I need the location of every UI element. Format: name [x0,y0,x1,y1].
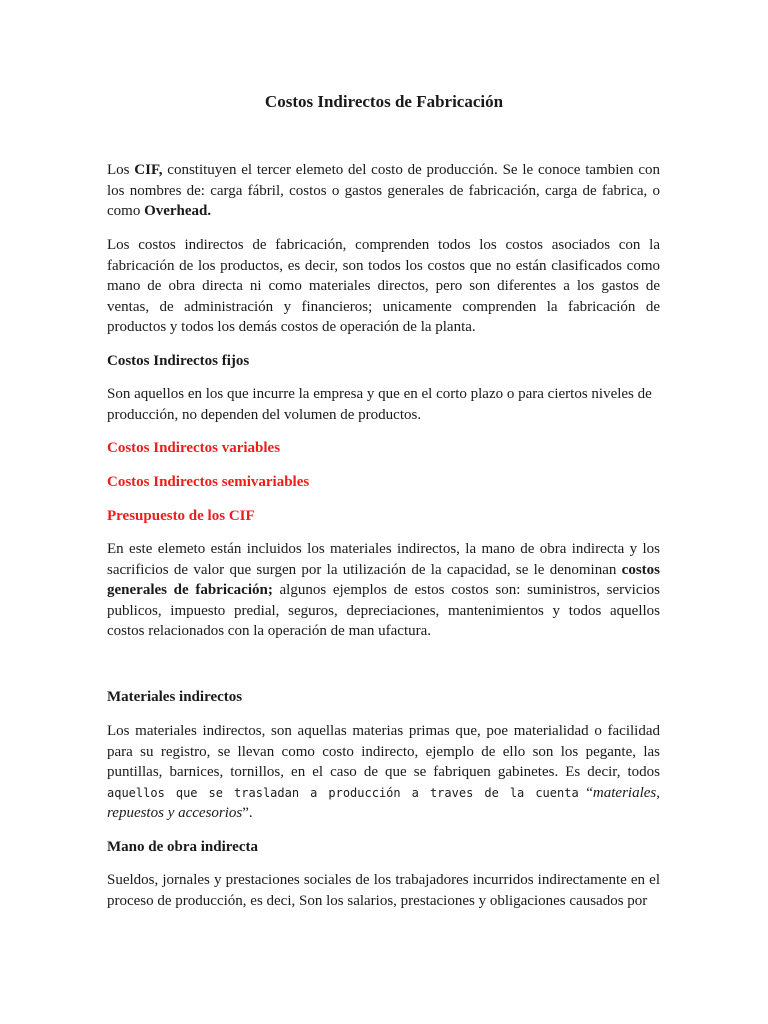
paragraph-presupuesto [107,539,660,642]
heading-presupuesto-cif: Presupuesto de los CIF [107,508,255,524]
bold-term-cif: CIF, [134,162,163,178]
text-run: algunos ejemplos de estos costos son: suministros, servicios publicos, impuesto predial, seguros, depreciaciones, mantenimientos y todos aquellos costos relacionados con la operación de man ufactura. [107,582,660,640]
heading-costos-semivariables: Costos Indirectos semivariables [107,474,310,490]
heading-costos-fijos: Costos Indirectos fijos [107,353,250,369]
monospace-text-run: aquellos que se trasladan a producción a traves de la cuenta [107,785,579,800]
text-run: Los materiales indirectos, son aquellas materias primas que, poe materialidad o facilidad para su registro, se llevan como costo indirecto, ejemplo de ello son los pegante, las puntillas, barnices, tornillos, en el caso de que se fabriquen gabinetes. Es decir, todos [107,723,660,781]
heading-mano-obra-indirecta: Mano de obra indirecta [107,839,258,855]
heading-materiales-indirectos: Materiales indirectos [107,689,243,705]
paragraph-mano-obra-indirecta: Sueldos, jornales y prestaciones sociales de los trabajadores incurridos indirectamente en el proceso de producción, es deci, Son los salarios, prestaciones y obligaciones causados por [107,872,660,909]
text-run: ”. [242,805,253,822]
paragraph-materiales-indirectos [107,721,660,824]
document-title: Costos Indirectos de Fabricación [264,92,504,111]
heading-costos-variables: Costos Indirectos variables [107,440,281,456]
text-run: “ [578,784,593,801]
text-run: En este elemeto están incluidos los materiales indirectos, la mano de obra indirecta y los sacrificios de valor que surgen por la utilización de la capacidad, se le denominan [107,541,660,578]
bold-term-costos-generales: costos generales de fabricación; [107,561,660,599]
text-run: Los [107,162,135,178]
text-run: constituyen el tercer elemeto del costo de producción. Se le conoce tambien con los nombres de: carga fábril, costos o gastos generales de fabricación, carga de fabrica, o como [107,162,661,220]
paragraph-cif-scope: Los costos indirectos de fabricación, comprenden todos los costos asociados con la fabricación de los productos, es decir, son todos los costos que no están clasificados como mano de obra directa ni como materiales directos, pero son diferentes a los gastos de ventas, de administración y financieros; unicamente comprenden la fabricación de productos y todos los demás costos de operación de la planta. [107,237,660,336]
italic-term-cuenta: materiales, repuestos y accesorios [107,784,660,822]
bold-term-overhead: Overhead. [144,203,212,220]
paragraph-cif-definition [107,160,660,222]
paragraph-costos-fijos: Son aquellos en los que incurre la empresa y que en el corto plazo o para ciertos niveles de producción, no dependen del volumen de productos. [107,386,652,423]
